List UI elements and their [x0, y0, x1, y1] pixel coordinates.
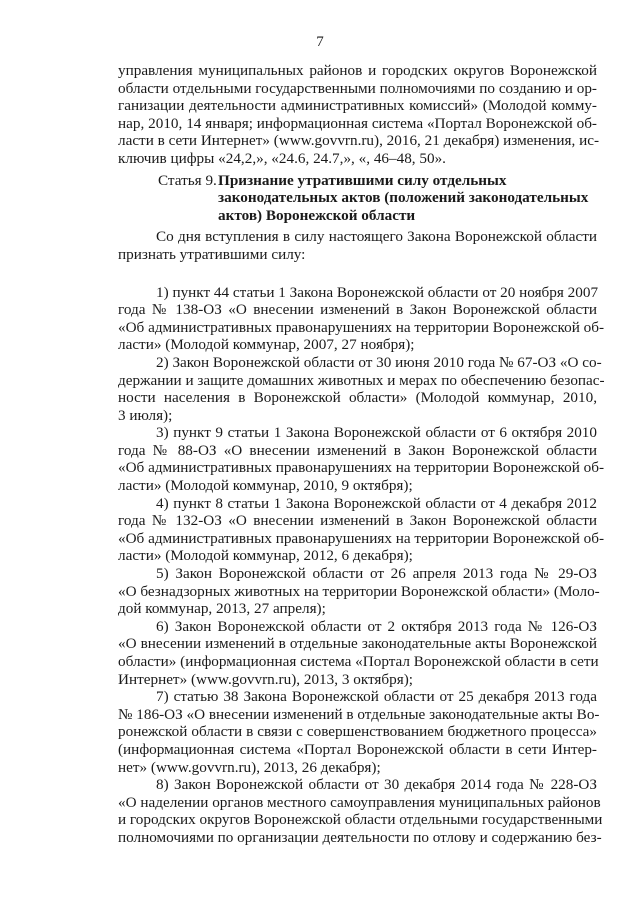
article-title-line: Признание утратившими силу отдельных	[218, 171, 507, 189]
list-item-line: 3) пункт 9 статьи 1 Закона Воронежской области от 6 октября 2010	[156, 424, 597, 442]
intro-line: Со дня вступления в силу настоящего Закона Воронежской области	[156, 228, 597, 246]
list-item-line: ности населения в Воронежской области» (Молодой коммунар, 2010,	[118, 389, 597, 407]
continuation-paragraph	[118, 62, 600, 168]
list-item	[118, 776, 603, 846]
article-title-line: законодательных актов (положений законодательных	[218, 189, 589, 207]
list-item-line: 7) статью 38 Закона Воронежской области от 25 декабря 2013 года	[156, 688, 597, 706]
continuation-line: нар, 2010, 14 января; информационная система «Портал Воронежской об-	[118, 114, 597, 132]
intro-paragraph	[118, 228, 597, 263]
list-item-line: (информационная система «Портал Воронежской области в сети Интер-	[118, 740, 597, 758]
continuation-line: области отдельными государственными полномочиями по созданию и ор-	[118, 79, 597, 97]
list-item	[118, 565, 600, 618]
list-item-line: дой коммунар, 2013, 27 апреля);	[118, 600, 326, 618]
list-item	[118, 494, 605, 565]
list-item	[118, 688, 600, 776]
intro-line: признать утратившими силу:	[118, 245, 306, 263]
list-item-line: 6) Закон Воронежской области от 2 октября 2013 года № 126-ОЗ	[156, 617, 597, 635]
list-item-line: «О наделении органов местного самоуправления муниципальных районов	[118, 793, 601, 811]
list-item-line: «Об административных правонарушениях на территории Воронежской об-	[118, 459, 605, 477]
list-item	[118, 424, 605, 495]
list-item-line: и городских округов Воронежской области отдельными государственными	[118, 811, 603, 829]
page-number: 7	[316, 34, 324, 50]
list-item-line: ронежской области в связи с совершенствованием бюджетного процесса»	[118, 723, 597, 741]
list-item-line: года № 88-ОЗ «О внесении изменений в Закон Воронежской области	[118, 441, 597, 459]
list-item-line: года № 132-ОЗ «О внесении изменений в Закон Воронежской области	[118, 512, 597, 530]
list-item-line: ласти» (Молодой коммунар, 2010, 9 октября);	[118, 477, 413, 495]
list-item-line: № 186-ОЗ «О внесении изменений в отдельные законодательные акты Во-	[118, 705, 600, 723]
list-item-line: «О безнадзорных животных на территории Воронежской области» (Моло-	[118, 582, 600, 600]
list-item-line: «Об административных правонарушениях на территории Воронежской об-	[118, 318, 605, 336]
list-item	[118, 353, 605, 424]
list-item-line: 5) Закон Воронежской области от 26 апреля 2013 года № 29-ОЗ	[156, 565, 597, 583]
list-item-line: 4) пункт 8 статьи 1 Закона Воронежской области от 4 декабря 2012	[156, 494, 597, 512]
list-item-line: 1) пункт 44 статьи 1 Закона Воронежской области от 20 ноября 2007	[156, 283, 599, 301]
list-item-line: «Об административных правонарушениях на территории Воронежской об-	[118, 529, 605, 547]
list-item-line: 8) Закон Воронежской области от 30 декабря 2014 года № 228-ОЗ	[156, 776, 597, 794]
list-item-line: области» (информационная система «Портал Воронежской области в сети	[118, 653, 599, 670]
article-heading	[118, 172, 597, 225]
continuation-line: управления муниципальных районов и городских округов Воронежской	[118, 62, 597, 79]
article-title-line: актов) Воронежской области	[218, 206, 416, 224]
list-item-line: года № 138-ОЗ «О внесении изменений в Закон Воронежской области	[118, 301, 597, 319]
list-item	[118, 618, 597, 688]
list-item-line: ласти» (Молодой коммунар, 2012, 6 декабря);	[118, 547, 413, 565]
document-body	[118, 62, 605, 847]
continuation-line: ганизации деятельности административных комиссий» (Молодой комму-	[118, 97, 597, 115]
continuation-line: ключив цифры «24,2,», «24.6, 24.7,», «, 46–48, 50».	[118, 149, 446, 167]
article-label: Статья 9.	[158, 171, 217, 189]
article-title	[218, 172, 588, 225]
continuation-line: ласти в сети Интернет» (www.govvrn.ru), 2016, 21 декабря) изменения, ис-	[118, 132, 600, 150]
list-item	[118, 283, 605, 354]
list-item-line: Интернет» (www.govvrn.ru), 2013, 3 октября);	[118, 670, 413, 688]
list-item-line: ласти» (Молодой коммунар, 2007, 27 ноября);	[118, 336, 415, 354]
list-item-line: держании и защите домашних животных и мерах по обеспечению безопас-	[118, 371, 605, 389]
list-item-line: полномочиями по организации деятельности по отлову и содержанию без-	[118, 828, 602, 846]
list-item-line: 3 июля);	[118, 406, 173, 424]
list-item-line: нет» (www.govvrn.ru), 2013, 26 декабря);	[118, 758, 381, 776]
repeal-list	[118, 283, 605, 847]
list-item-line: 2) Закон Воронежской области от 30 июня 2010 года № 67-ОЗ «О со-	[156, 353, 602, 371]
list-item-line: «О внесении изменений в отдельные законодательные акты Воронежской	[118, 635, 597, 653]
